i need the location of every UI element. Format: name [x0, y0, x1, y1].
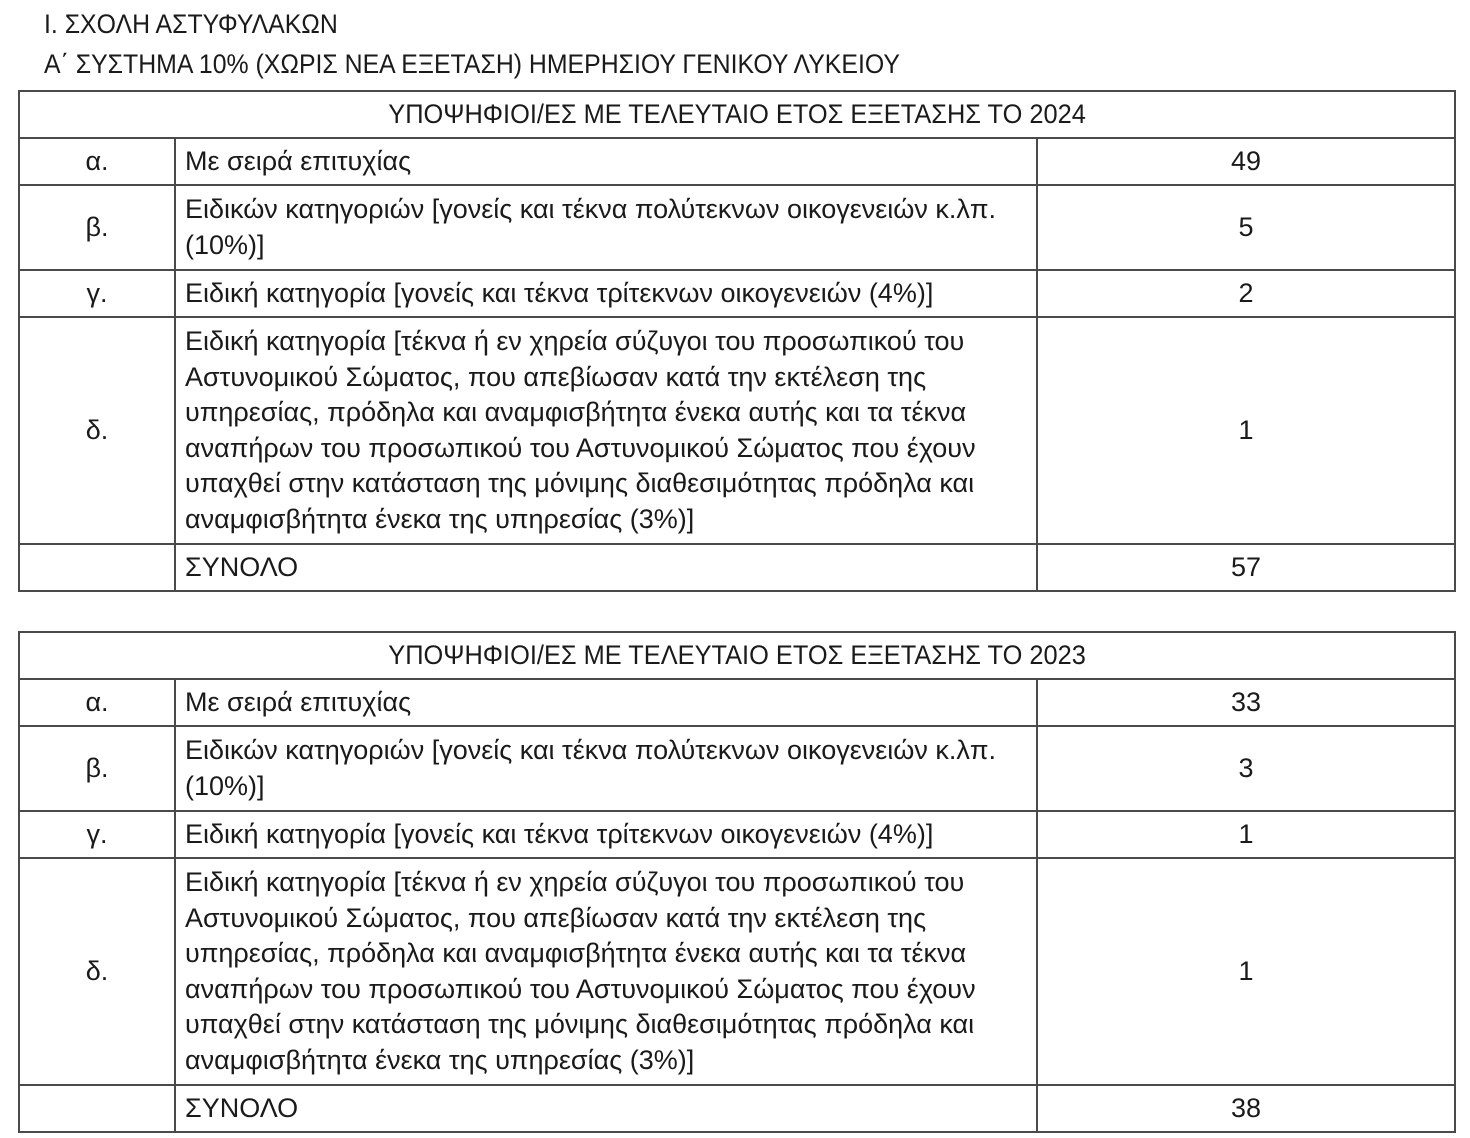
table-total-row — [19, 1085, 1455, 1132]
row-description: Ειδικών κατηγοριών [γονείς και τέκνα πολύτεκνων οικογενειών κ.λπ. (10%)] — [175, 185, 1037, 270]
row-description: Ειδική κατηγορία [τέκνα ή εν χηρεία σύζυγοι του προσωπικού του Αστυνομικού Σώματος, που απεβίωσαν κατά την εκτέλεση της υπηρεσίας, πρόδηλα και αναμφισβήτητα ένεκα αυτής και τα τέκνα αναπήρων του προσωπικού του Αστυνομικού Σώματος που έχουν υπαχθεί στην κατάσταση της μόνιμης διαθεσιμότητας πρόδηλα και αναμφισβήτητα ένεκα της υπηρεσίας (3%)] — [175, 858, 1037, 1085]
total-value: 38 — [1037, 1085, 1455, 1132]
table-row — [19, 679, 1455, 726]
document-heading-system: Α΄ ΣΥΣΤΗΜΑ 10% (ΧΩΡΙΣ ΝΕΑ ΕΞΕΤΑΣΗ) ΗΜΕΡΗΣΙΟΥ ΓΕΝΙΚΟΥ ΛΥΚΕΙΟΥ — [44, 49, 900, 79]
table-row — [19, 270, 1455, 317]
table-title-row — [19, 91, 1455, 138]
row-letter: δ. — [19, 317, 175, 544]
allocation-table-2024 — [18, 90, 1456, 592]
table-total-row — [19, 544, 1455, 591]
row-letter: β. — [19, 726, 175, 811]
row-value: 1 — [1037, 858, 1455, 1085]
row-value: 49 — [1037, 138, 1455, 185]
row-letter: γ. — [19, 270, 175, 317]
total-label: ΣΥΝΟΛΟ — [175, 1085, 1037, 1132]
row-description: Ειδική κατηγορία [τέκνα ή εν χηρεία σύζυγοι του προσωπικού του Αστυνομικού Σώματος, που απεβίωσαν κατά την εκτέλεση της υπηρεσίας, πρόδηλα και αναμφισβήτητα ένεκα αυτής και τα τέκνα αναπήρων του προσωπικού του Αστυνομικού Σώματος που έχουν υπαχθεί στην κατάσταση της μόνιμης διαθεσιμότητας πρόδηλα και αναμφισβήτητα ένεκα της υπηρεσίας (3%)] — [175, 317, 1037, 544]
table-row — [19, 185, 1455, 270]
total-value: 57 — [1037, 544, 1455, 591]
table-title-text: ΥΠΟΨΗΦΙΟΙ/ΕΣ ΜΕ ΤΕΛΕΥΤΑΙΟ ΕΤΟΣ ΕΞΕΤΑΣΗΣ ΤΟ 2023 — [388, 639, 1086, 670]
row-letter: α. — [19, 679, 175, 726]
row-letter: γ. — [19, 811, 175, 858]
document-heading-school: Ι. ΣΧΟΛΗ ΑΣΤΥΦΥΛΑΚΩΝ — [44, 9, 338, 39]
total-letter-empty — [19, 1085, 175, 1132]
table-row — [19, 726, 1455, 811]
row-description: Με σειρά επιτυχίας — [175, 679, 1037, 726]
allocation-table-2023 — [18, 631, 1456, 1133]
row-value: 33 — [1037, 679, 1455, 726]
row-value: 5 — [1037, 185, 1455, 270]
table-title-row — [19, 632, 1455, 679]
row-letter: β. — [19, 185, 175, 270]
row-description: Ειδική κατηγορία [γονείς και τέκνα τρίτεκνων οικογενειών (4%)] — [175, 270, 1037, 317]
row-value: 3 — [1037, 726, 1455, 811]
row-description: Ειδικών κατηγοριών [γονείς και τέκνα πολύτεκνων οικογενειών κ.λπ. (10%)] — [175, 726, 1037, 811]
row-letter: δ. — [19, 858, 175, 1085]
row-value: 1 — [1037, 811, 1455, 858]
table-row — [19, 138, 1455, 185]
row-description: Ειδική κατηγορία [γονείς και τέκνα τρίτεκνων οικογενειών (4%)] — [175, 811, 1037, 858]
row-description: Με σειρά επιτυχίας — [175, 138, 1037, 185]
table-title-text: ΥΠΟΨΗΦΙΟΙ/ΕΣ ΜΕ ΤΕΛΕΥΤΑΙΟ ΕΤΟΣ ΕΞΕΤΑΣΗΣ ΤΟ 2024 — [388, 98, 1086, 129]
total-letter-empty — [19, 544, 175, 591]
total-label: ΣΥΝΟΛΟ — [175, 544, 1037, 591]
table-row — [19, 317, 1455, 544]
table-title — [19, 91, 1455, 138]
table-row — [19, 811, 1455, 858]
row-value: 1 — [1037, 317, 1455, 544]
table-title — [19, 632, 1455, 679]
table-row — [19, 858, 1455, 1085]
row-value: 2 — [1037, 270, 1455, 317]
row-letter: α. — [19, 138, 175, 185]
